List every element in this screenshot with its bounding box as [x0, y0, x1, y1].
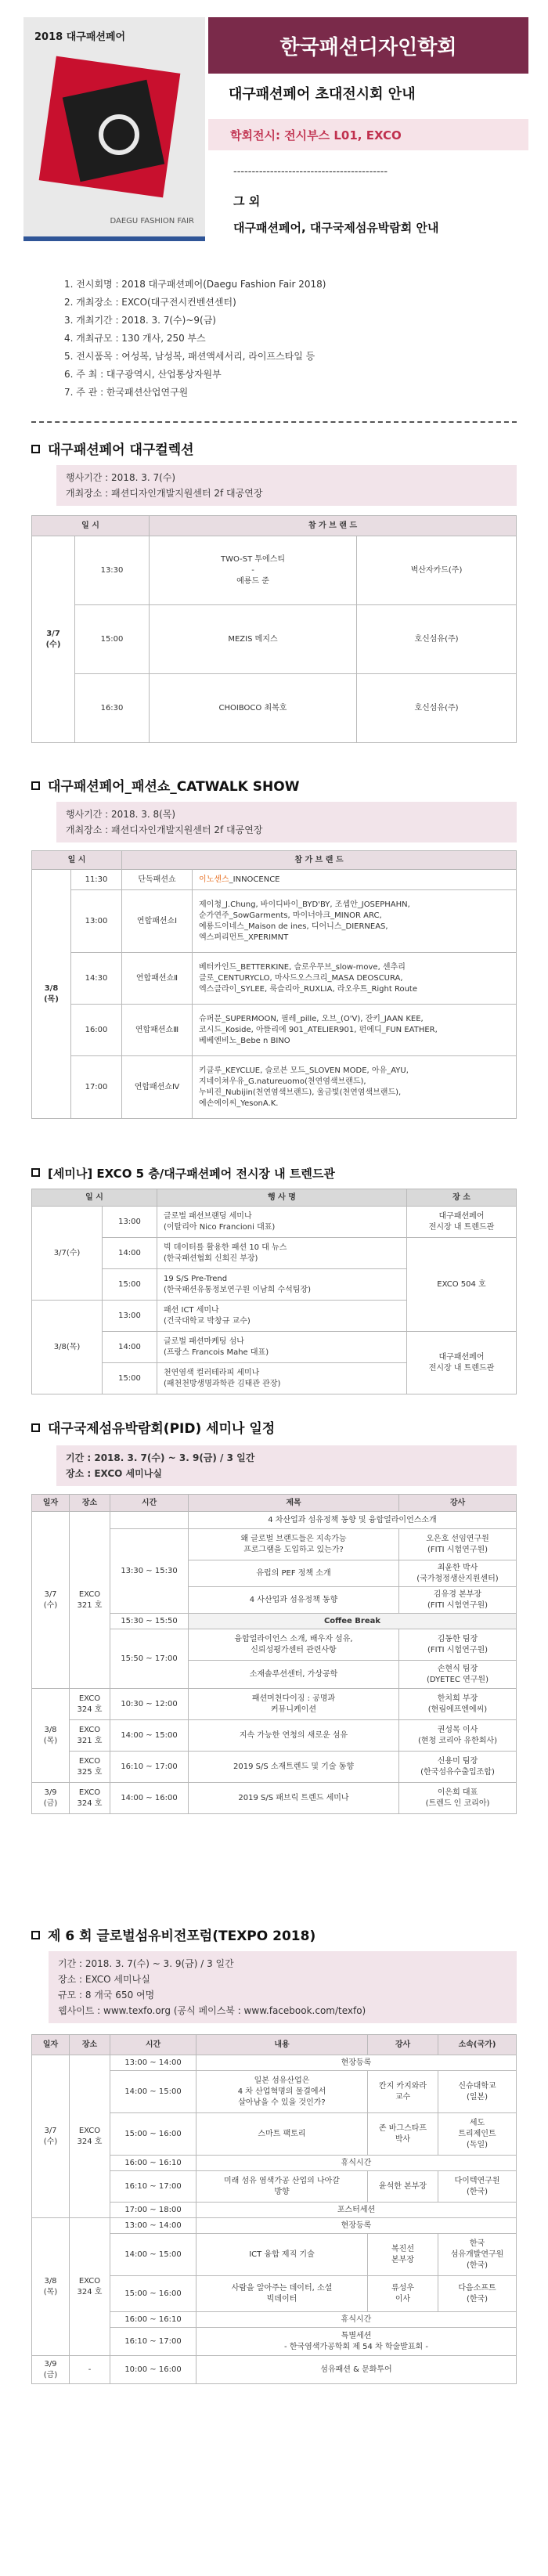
- info-item: 2. 개최장소 : EXCO(대구전시컨벤션센터): [64, 297, 236, 308]
- place-cell: EXCO 324 호: [70, 1689, 110, 1720]
- time-cell: 15:30 ~ 15:50: [110, 1614, 189, 1629]
- column-header: 제목: [189, 1495, 399, 1512]
- date-cell: 3/9 (금): [32, 2356, 70, 2384]
- show-type-cell: 연합패션쇼Ⅰ: [122, 890, 193, 953]
- speaker-cell: 손현식 팀장 (DYETEC 연구원): [399, 1661, 517, 1689]
- speaker-cell: 오은호 선임연구원 (FITI 시험연구원): [399, 1529, 517, 1560]
- column-header: 일 시: [32, 851, 122, 870]
- forum-period: 기간 : 2018. 3. 7(수) ~ 3. 9(금) / 3 일간: [58, 1958, 234, 1969]
- title-cell: 융합얼라이언스 소개, 배우자 섬유, 신뢰성평가센터 관련사항: [189, 1629, 399, 1661]
- column-header: 참 가 브 랜 드: [150, 516, 517, 536]
- info-item: 4. 개최규모 : 130 개사, 250 부스: [64, 333, 206, 344]
- company-cell: 벽산자카드(주): [357, 536, 517, 605]
- time-cell: 16:10 ~ 17:00: [110, 1752, 189, 1783]
- event-period: 행사기간 : 2018. 3. 8(목): [66, 809, 176, 820]
- section-title: 대구패션페어_패션쇼_CATWALK SHOW: [48, 779, 300, 795]
- event-cell: 글로벌 패션마케팅 섬나 (프랑스 Francois Mahe 대표): [157, 1332, 407, 1363]
- event-info-box: [56, 1445, 517, 1486]
- section-heading: [31, 775, 299, 795]
- date-cell: 3/8 (목): [32, 1689, 70, 1783]
- brand-highlight: 이노센스: [199, 875, 229, 884]
- column-header: 일 시: [32, 516, 150, 536]
- time-cell: 13:00: [103, 1207, 157, 1238]
- event-info-box: [49, 1951, 517, 2023]
- time-cell: 14:00: [103, 1332, 157, 1363]
- speaker-cell: 윤석한 본부장: [368, 2171, 438, 2203]
- date-cell: 3/8(목): [32, 1301, 103, 1394]
- fair-poster-image: [23, 17, 205, 236]
- section-heading: [31, 1165, 335, 1182]
- org-title: 한국패션디자인학회: [279, 36, 457, 60]
- fair-info-list: [64, 276, 326, 402]
- content-cell: 사람을 알아주는 데이터, 소셜 빅데이터: [196, 2276, 368, 2312]
- content-cell: 현장등록: [196, 2055, 517, 2071]
- checkbox-icon: [31, 445, 40, 453]
- event-period: 행사기간 : 2018. 3. 7(수): [66, 472, 176, 483]
- event-venue: 개최장소 : 패션디자인개발지원센터 2f 대공연장: [66, 488, 263, 499]
- column-header: 행 사 명: [157, 1189, 407, 1207]
- place-cell: EXCO 325 호: [70, 1752, 110, 1783]
- content-cell: ICT 융합 제직 기술: [196, 2234, 368, 2276]
- brands-cell: 베터카인드_BETTERKINE, 슬로우무브_slow-move, 센추리 클로_CENTURYCLO, 마사드오스크리_MASA DEOSCURA, 엑스클라이_SYLEE, 룩슬리아_RUXLIA, 라오우트_Right Route: [193, 953, 517, 1005]
- place-cell: EXCO 324 호: [70, 2055, 110, 2218]
- time-cell: 15:00 ~ 16:00: [110, 2276, 196, 2312]
- column-header: 장소: [70, 2035, 110, 2055]
- title-cell: 2019 S/S 소재트렌드 및 기술 동향: [189, 1752, 399, 1783]
- time-cell: 13:00 ~ 14:00: [110, 2218, 196, 2234]
- time-cell: 16:10 ~ 17:00: [110, 2171, 196, 2203]
- speaker-cell: 칸지 카지와라 교수: [368, 2071, 438, 2113]
- title-cell: 소재솔루션센터, 가상공학: [189, 1661, 399, 1689]
- time-cell: 14:00 ~ 15:00: [110, 2071, 196, 2113]
- section-divider: [31, 421, 517, 423]
- column-header: 일자: [32, 2035, 70, 2055]
- time-cell: 15:50 ~ 17:00: [110, 1629, 189, 1689]
- org-cell: 다음소프트 (한국): [438, 2276, 517, 2312]
- checkbox-icon: [31, 1168, 40, 1177]
- pid-seminar-table: [31, 1494, 517, 1814]
- extra-events: 대구패션페어, 대구국제섬유박람회 안내: [233, 221, 439, 235]
- place-cell: -: [70, 2356, 110, 2384]
- checkbox-icon: [31, 1423, 40, 1432]
- time-cell: 13:00 ~ 14:00: [110, 2055, 196, 2071]
- time-cell: 15:00: [103, 1363, 157, 1394]
- company-cell: 호신섬유(주): [357, 674, 517, 743]
- section-heading: [31, 438, 194, 458]
- content-cell: 스마트 팩토리: [196, 2113, 368, 2156]
- title-cell: 패션머천다이징 : 공명과 커뮤니케이션: [189, 1689, 399, 1720]
- event-cell: 19 S/S Pre-Trend (한국패션유통정보연구원 이남희 수석팀장): [157, 1269, 407, 1301]
- checkbox-icon: [31, 781, 40, 790]
- time-cell: [110, 1512, 189, 1529]
- forum-scale: 규모 : 8 개국 650 여명: [58, 1990, 155, 2001]
- date-cell: 3/7 (수): [32, 1512, 70, 1689]
- info-item: 1. 전시회명 : 2018 대구패션페어(Daegu Fashion Fair 2018): [64, 279, 326, 290]
- column-header: 시간: [110, 2035, 196, 2055]
- title-cell: 4 사산업과 섬유정책 동향: [189, 1587, 399, 1614]
- designer-cell: TWO-ST 투에스티 - 예룡드 준: [150, 536, 357, 605]
- column-header: 참 가 브 랜 드: [122, 851, 517, 870]
- speaker-cell: 이은희 대표 (트렌드 인 코리아): [399, 1783, 517, 1814]
- extra-label: 그 외: [233, 194, 261, 208]
- forum-website: 웹사이트 : www.texfo.org (공식 페이스북 : www.facebook.com/texfo): [58, 2005, 366, 2016]
- column-header: 강사: [368, 2035, 438, 2055]
- show-type-cell: 연합패션쇼Ⅳ: [122, 1056, 193, 1119]
- content-cell: 미래 섬유 염색가공 산업의 나아갈 방향: [196, 2171, 368, 2203]
- column-header: 시간: [110, 1495, 189, 1512]
- forum-venue: 장소 : EXCO 세미나실: [58, 1974, 150, 1985]
- texpo-table: [31, 2034, 517, 2384]
- section-heading: [31, 1417, 275, 1437]
- event-info-box: [56, 465, 517, 506]
- brands-cell: 슈퍼문_SUPERMOON, 필레_pille, 오브_(O'V), 잔키_JAAN KEE, 코시드_Koside, 아뜰리에 901_ATELIER901, 펀에디_FUN EATHER, 베베엔비노_Bebe n BINO: [193, 1005, 517, 1056]
- time-cell: 15:00: [103, 1269, 157, 1301]
- place-cell: EXCO 321 호: [70, 1720, 110, 1752]
- catwalk-table: [31, 850, 517, 1119]
- place-cell: EXCO 321 호: [70, 1512, 110, 1689]
- time-cell: 15:00 ~ 16:00: [110, 2113, 196, 2156]
- speaker-cell: 최윤한 박사 (국가청정생산지원센터): [399, 1560, 517, 1587]
- exhibit-band: [208, 119, 528, 150]
- show-type-cell: 연합패션쇼Ⅱ: [122, 953, 193, 1005]
- info-item: 6. 주 최 : 대구광역시, 산업통상자원부: [64, 369, 222, 380]
- header: [23, 17, 528, 276]
- time-cell: 14:00 ~ 16:00: [110, 1783, 189, 1814]
- info-item: 3. 개최기간 : 2018. 3. 7(수)~9(금): [64, 315, 216, 326]
- section-heading: [31, 1925, 315, 1944]
- section-title: 제 6 회 글로벌섬유비전포럼(TEXPO 2018): [48, 1928, 316, 1944]
- dash-divider: ------------------------------------------: [233, 166, 388, 178]
- org-cell: 다이텍연구원 (한국): [438, 2171, 517, 2203]
- section-title: 대구국제섬유박람회(PID) 세미나 일정: [48, 1421, 276, 1437]
- time-cell: 17:00: [71, 1056, 122, 1119]
- speaker-cell: 한치희 부장 (현림에프엔에씨): [399, 1689, 517, 1720]
- date-cell: 3/8 (목): [32, 2218, 70, 2356]
- content-cell: 일본 섬유산업은 4 차 산업혁명의 물결에서 살아남을 수 있을 것인가?: [196, 2071, 368, 2113]
- event-cell: 천연염색 컬러테라피 세미나 (패천천방생명과학관 김태관 관장): [157, 1363, 407, 1394]
- time-cell: 10:30 ~ 12:00: [110, 1689, 189, 1720]
- brands-cell: 키클루_KEYCLUE, 슬로븐 모드_SLOVEN MODE, 아유_AYU, 지네이쳐우유_G.natureuomo(천연염색브랜드), 누비진_Nubijin(천연염색브랜드), 울금빛(천연염색브랜드), 예손에이씨_YesonA.K.: [193, 1056, 517, 1119]
- time-cell: 13:30 ~ 15:30: [110, 1529, 189, 1614]
- time-cell: 13:00: [71, 890, 122, 953]
- event-venue: 장소 : EXCO 세미나실: [66, 1468, 162, 1479]
- speaker-cell: 김동한 팀장 (FITI 시험연구원): [399, 1629, 517, 1661]
- time-cell: 15:00: [75, 605, 150, 674]
- info-item: 7. 주 관 : 한국패션산업연구원: [64, 387, 189, 398]
- event-period: 기간 : 2018. 3. 7(수) ~ 3. 9(금) / 3 일간: [66, 1452, 255, 1463]
- title-cell: 유럽의 PEF 정책 소개: [189, 1560, 399, 1587]
- collection-table: [31, 515, 517, 743]
- speaker-cell: 복진선 본부장: [368, 2234, 438, 2276]
- time-cell: 16:00 ~ 16:10: [110, 2156, 196, 2171]
- time-cell: 16:00: [71, 1005, 122, 1056]
- org-cell: 세도 트리제인트 (독일): [438, 2113, 517, 2156]
- column-header: 일자: [32, 1495, 70, 1512]
- org-cell: 한국 섬유개발연구원 (한국): [438, 2234, 517, 2276]
- time-cell: 14:00: [103, 1238, 157, 1269]
- date-cell: 3/8 (목): [32, 870, 71, 1119]
- time-cell: 14:30: [71, 953, 122, 1005]
- event-venue: 개최장소 : 패션디자인개발지원센터 2f 대공연장: [66, 824, 263, 835]
- date-cell: 3/7 (수): [32, 536, 75, 743]
- column-header: 일 시: [32, 1189, 157, 1207]
- time-cell: 14:00 ~ 15:00: [110, 2234, 196, 2276]
- poster-underline: [23, 236, 205, 241]
- place-cell: 대구패션페어 전시장 내 트렌드관: [407, 1207, 517, 1238]
- column-header: 장소: [70, 1495, 110, 1512]
- checkbox-icon: [31, 1931, 40, 1939]
- speaker-cell: 존 바그스타프 박사: [368, 2113, 438, 2156]
- event-cell: 패션 ICT 세미나 (건국대학교 박창규 교수): [157, 1301, 407, 1332]
- place-cell: EXCO 324 호: [70, 2218, 110, 2356]
- exhibit-label: 학회전시: 전시부스 L01, EXCO: [230, 128, 402, 143]
- content-cell: 휴식시간: [196, 2156, 517, 2171]
- column-header: 내용: [196, 2035, 368, 2055]
- section-title: 대구패션페어 대구컬렉션: [48, 442, 194, 458]
- place-cell: EXCO 504 호: [407, 1238, 517, 1332]
- company-cell: 호신섬유(주): [357, 605, 517, 674]
- content-cell: 현장등록: [196, 2218, 517, 2234]
- time-cell: 16:00 ~ 16:10: [110, 2312, 196, 2328]
- poster-text-bottom: DAEGU FASHION FAIR: [110, 217, 194, 225]
- column-header: 강사: [399, 1495, 517, 1512]
- content-cell: 섬유패션 & 문화투어: [196, 2356, 517, 2384]
- event-cell: 글로벌 패션브랜딩 세미나 (이탈리아 Nico Francioni 대표): [157, 1207, 407, 1238]
- coffee-break-cell: Coffee Break: [189, 1614, 517, 1629]
- speaker-cell: 권성목 이사 (현청 코리아 유한회사): [399, 1720, 517, 1752]
- place-cell: EXCO 324 호: [70, 1783, 110, 1814]
- content-cell: 휴식시간: [196, 2312, 517, 2328]
- column-header: 소속(국가): [438, 2035, 517, 2055]
- date-cell: 3/7 (수): [32, 2055, 70, 2218]
- title-cell: 왜 글로벌 브랜드들은 지속가능 프로그램을 도입하고 있는가?: [189, 1529, 399, 1560]
- title-banner: [208, 17, 528, 74]
- time-cell: 13:30: [75, 536, 150, 605]
- time-cell: 16:30: [75, 674, 150, 743]
- time-cell: 17:00 ~ 18:00: [110, 2203, 196, 2218]
- show-type-cell: 단독패션쇼: [122, 870, 193, 890]
- speaker-cell: 김유경 본부장 (FITI 시험연구원): [399, 1587, 517, 1614]
- time-cell: 14:00 ~ 15:00: [110, 1720, 189, 1752]
- page-subtitle: 대구패션페어 초대전시회 안내: [229, 86, 416, 103]
- brands-cell: [193, 870, 517, 890]
- seminar-table: [31, 1189, 517, 1394]
- time-cell: 16:10 ~ 17:00: [110, 2328, 196, 2356]
- date-cell: 3/9 (금): [32, 1783, 70, 1814]
- brands-cell: 제이청_J.Chung, 바이디바이_BYD'BY, 조셉안_JOSEPHAHN, 순가연주_SowGarments, 마이너아크_MINOR ARC, 예룡드이네스_Maison de ines, 디어니스_DIERNEAS, 엑스퍼리먼트_XPERIMNT: [193, 890, 517, 953]
- section-title: [세미나] EXCO 5 층/대구패션페어 전시장 내 트렌드관: [48, 1167, 335, 1181]
- speaker-cell: 신용미 팀장 (한국섬유수출입조합): [399, 1752, 517, 1783]
- date-cell: 3/7(수): [32, 1207, 103, 1301]
- org-cell: 신슈대학교 (일본): [438, 2071, 517, 2113]
- info-item: 5. 전시품목 : 여성복, 남성복, 패션액세서리, 라이프스타일 등: [64, 351, 315, 362]
- title-cell: 2019 S/S 패브릭 트렌드 세미나: [189, 1783, 399, 1814]
- designer-cell: CHOIBOCO 최복호: [150, 674, 357, 743]
- brand-name: _INNOCENCE: [229, 875, 280, 884]
- title-cell: 지속 가능한 연청의 새로운 섬유: [189, 1720, 399, 1752]
- column-header: 장 소: [407, 1189, 517, 1207]
- content-cell: 특별세션 - 한국염색가공학회 제 54 차 학술발표회 -: [196, 2328, 517, 2356]
- speaker-cell: 류성우 이사: [368, 2276, 438, 2312]
- title-cell: 4 차산업과 섬유정책 동향 및 융합얼라이언스소개: [189, 1512, 517, 1529]
- event-info-box: [56, 802, 517, 842]
- place-cell: 대구패션페어 전시장 내 트렌드관: [407, 1332, 517, 1394]
- time-cell: 13:00: [103, 1301, 157, 1332]
- content-cell: 포스터세션: [196, 2203, 517, 2218]
- time-cell: 10:00 ~ 16:00: [110, 2356, 196, 2384]
- time-cell: 11:30: [71, 870, 122, 890]
- poster-text-top: 2018 대구패션페어: [34, 31, 126, 43]
- show-type-cell: 연합패션쇼Ⅲ: [122, 1005, 193, 1056]
- event-cell: 빅 데이터를 활용한 패션 10 대 뉴스 (한국패션협회 신희진 부장): [157, 1238, 407, 1269]
- designer-cell: MEZIS 메지스: [150, 605, 357, 674]
